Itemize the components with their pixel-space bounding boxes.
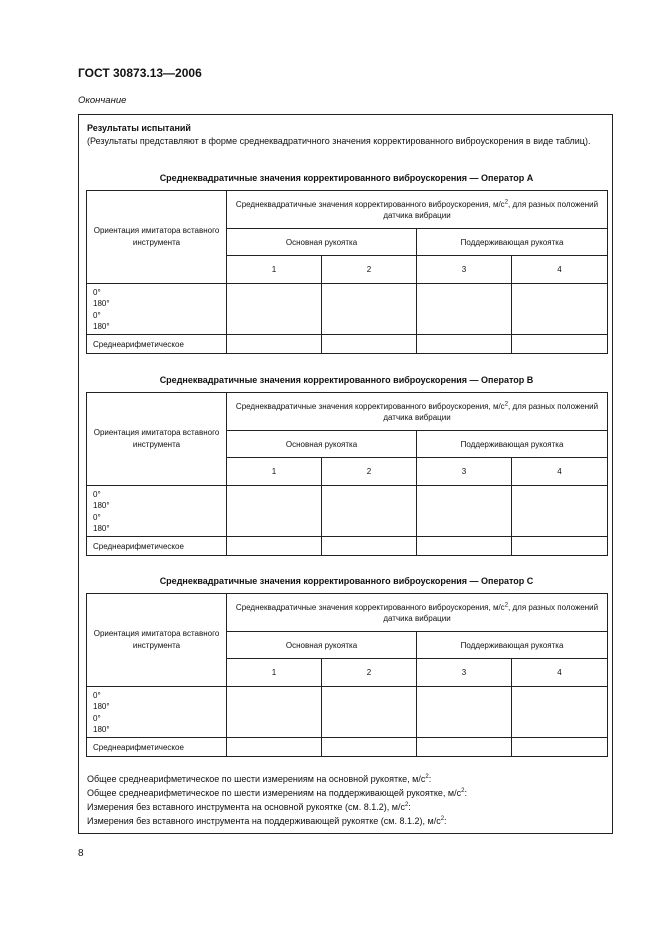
table-caption-b: Среднеквадратичные значения корректированного виброускорения — Оператор B <box>159 375 534 385</box>
table-operator-c <box>86 593 608 757</box>
mean-cell <box>512 738 608 757</box>
mean-cell <box>512 335 608 354</box>
angles-cell <box>87 687 227 738</box>
table-caption-a: Среднеквадратичные значения корректированного виброускорения — Оператор A <box>159 173 534 183</box>
results-description: (Результаты представляют в форме среднеквадратичного значения корректированного виброускорения в виде таблиц). <box>87 136 591 146</box>
angle-value: 180° <box>93 702 110 712</box>
mean-cell <box>512 537 608 556</box>
mean-cell <box>227 537 322 556</box>
mean-cell <box>322 335 417 354</box>
document-header: ГОСТ 30873.13—2006 <box>78 66 202 80</box>
value-header: Среднеквадратичные значения корректированного виброускорения, $м/с^2$, для разных положений датчика вибрации <box>227 191 608 229</box>
angle-value: 180° <box>93 523 110 533</box>
table-caption-c: Среднеквадратичные значения корректированного виброускорения — Оператор C <box>159 576 534 586</box>
position-2: 2 <box>322 659 417 687</box>
position-3: 3 <box>417 659 512 687</box>
value-cell <box>512 284 608 335</box>
summary-line: Общее среднеарифметическое по шести измерениям на поддерживающей рукоятке, $м/с^2$: <box>87 788 467 798</box>
mean-cell <box>227 738 322 757</box>
value-cell <box>512 486 608 537</box>
value-cell <box>322 284 417 335</box>
page-number: 8 <box>78 848 84 859</box>
angle-value: 0° <box>93 512 101 522</box>
position-3: 3 <box>417 458 512 486</box>
angles-cell <box>87 284 227 335</box>
angle-value: 0° <box>93 490 101 499</box>
mean-cell <box>417 738 512 757</box>
mean-label: Среднеарифметическое <box>87 537 227 556</box>
mean-cell <box>417 335 512 354</box>
mean-cell <box>322 537 417 556</box>
position-1: 1 <box>227 458 322 486</box>
value-header: Среднеквадратичные значения корректированного виброускорения, $м/с^2$, для разных положений датчика вибрации <box>227 594 608 632</box>
angles-cell <box>87 486 227 537</box>
results-title: Результаты испытаний <box>87 123 191 133</box>
summary-line: Измерения без вставного инструмента на поддерживающей рукоятке (см. 8.1.2), $м/с^2$: <box>87 816 447 826</box>
position-1: 1 <box>227 256 322 284</box>
angle-value: 0° <box>93 310 101 320</box>
value-cell <box>417 687 512 738</box>
orientation-header: Ориентация имитатора вставного инструмента <box>87 191 227 284</box>
ending-label: Окончание <box>78 95 127 106</box>
summary-line: Общее среднеарифметическое по шести измерениям на основной рукоятке, $м/с^2$: <box>87 774 432 784</box>
main-handle-header: Основная рукоятка <box>227 431 417 458</box>
angle-value: 180° <box>93 299 110 309</box>
mean-label: Среднеарифметическое <box>87 335 227 354</box>
summary-line: Измерения без вставного инструмента на основной рукоятке (см. 8.1.2), $м/с^2$: <box>87 802 411 812</box>
angle-value: 180° <box>93 321 110 331</box>
value-cell <box>227 284 322 335</box>
value-cell <box>417 284 512 335</box>
value-cell <box>227 486 322 537</box>
position-4: 4 <box>512 458 608 486</box>
summary-lines <box>87 772 467 828</box>
value-header: Среднеквадратичные значения корректированного виброускорения, $м/с^2$, для разных положений датчика вибрации <box>227 393 608 431</box>
mean-cell <box>322 738 417 757</box>
position-4: 4 <box>512 659 608 687</box>
position-2: 2 <box>322 256 417 284</box>
mean-label: Среднеарифметическое <box>87 738 227 757</box>
angle-value: 0° <box>93 288 101 297</box>
orientation-header: Ориентация имитатора вставного инструмента <box>87 594 227 687</box>
value-cell <box>322 486 417 537</box>
orientation-header: Ориентация имитатора вставного инструмента <box>87 393 227 486</box>
main-handle-header: Основная рукоятка <box>227 632 417 659</box>
table-operator-a <box>86 190 608 354</box>
value-cell <box>227 687 322 738</box>
table-operator-b <box>86 392 608 556</box>
position-3: 3 <box>417 256 512 284</box>
mean-cell <box>417 537 512 556</box>
support-handle-header: Поддерживающая рукоятка <box>417 229 608 256</box>
mean-cell <box>227 335 322 354</box>
angle-value: 0° <box>93 691 101 700</box>
support-handle-header: Поддерживающая рукоятка <box>417 431 608 458</box>
support-handle-header: Поддерживающая рукоятка <box>417 632 608 659</box>
position-4: 4 <box>512 256 608 284</box>
angle-value: 180° <box>93 501 110 511</box>
value-cell <box>512 687 608 738</box>
main-handle-header: Основная рукоятка <box>227 229 417 256</box>
value-cell <box>322 687 417 738</box>
angle-value: 0° <box>93 713 101 723</box>
position-2: 2 <box>322 458 417 486</box>
angle-value: 180° <box>93 724 110 734</box>
position-1: 1 <box>227 659 322 687</box>
results-frame <box>78 114 613 834</box>
value-cell <box>417 486 512 537</box>
